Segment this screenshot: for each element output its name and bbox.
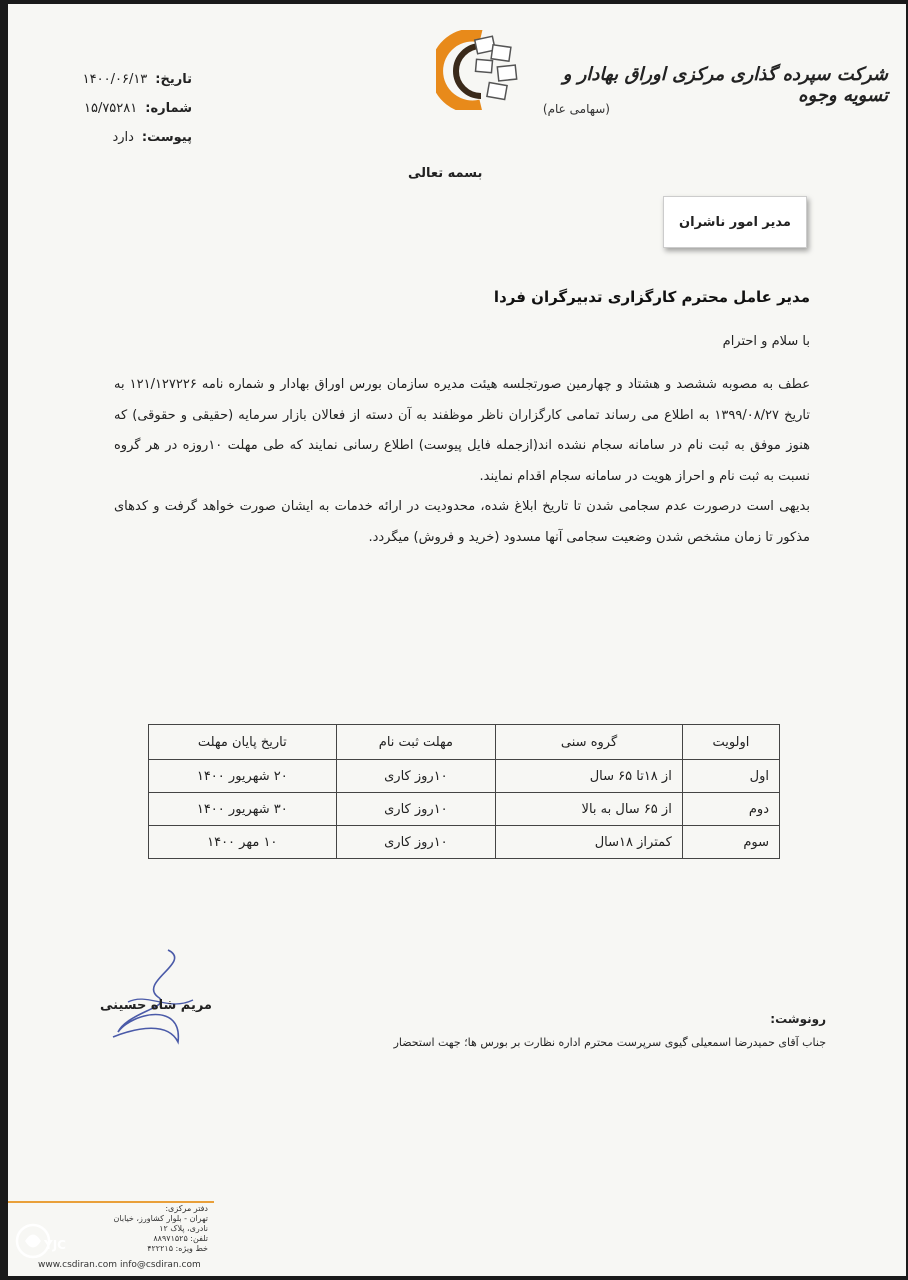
number-row <box>42 101 192 130</box>
office-phone: تلفن: ۸۸۹۷۱۵۲۵ <box>153 1234 208 1243</box>
body-paragraph-2: بدیهی است درصورت عدم سجامی شدن تا تاریخ ابلاغ شده، محدودیت در ارائه خدمات به ایشان صورت خواهد گرفت و کدهای مذکور تا زمان مشخص شدن وضعیت سجامی آنها مسدود (خرید و فروش) میگردد. <box>114 499 810 545</box>
cell-registration-period: ۱۰روز کاری <box>336 760 496 793</box>
office-postal: خط ویژه: ۴۲۲۲۱۵ <box>147 1244 208 1253</box>
company-logo <box>436 30 526 110</box>
header-registration-period: مهلت ثبت نام <box>336 725 496 760</box>
addressee: مدیر عامل محترم کارگزاری تدبیرگران فردا <box>493 288 810 306</box>
table-row <box>149 826 780 859</box>
table-header-row <box>149 725 780 760</box>
header-deadline-date: تاریخ پایان مهلت <box>149 725 337 760</box>
footer-accent-bar <box>8 1201 214 1203</box>
recipient-box: مدیر امور ناشران <box>663 196 807 248</box>
cell-priority: اول <box>682 760 779 793</box>
cell-age-group: از ۶۵ سال به بالا <box>496 793 683 826</box>
header-age-group: گروه سنی <box>496 725 683 760</box>
letter-body <box>114 370 810 553</box>
yjc-watermark-text: YJC <box>44 1238 66 1252</box>
header-priority: اولویت <box>682 725 779 760</box>
attachment-value: دارد <box>112 130 134 145</box>
cell-deadline-date: ۲۰ شهریور ۱۴۰۰ <box>149 760 337 793</box>
signatory-name: مریم شاه حسینی <box>100 998 212 1013</box>
date-label: تاریخ: <box>155 72 192 87</box>
cc-label: رونوشت: <box>770 1012 826 1026</box>
number-value: ۱۵/۷۵۲۸۱ <box>83 101 138 116</box>
office-address: تهران - بلوار کشاورز، خیابان نادری، پلاک ۱۲ <box>113 1214 208 1233</box>
cc-text: جناب آقای حمیدرضا اسمعیلی گیوی سرپرست محترم اداره نظارت بر بورس ها؛ جهت استحضار <box>393 1036 826 1049</box>
letter-page <box>8 4 906 1276</box>
number-label: شماره: <box>145 101 192 116</box>
bismillah: بسمه تعالی <box>408 166 483 181</box>
date-value: ۱۴۰۰/۰۶/۱۳ <box>82 72 148 87</box>
date-row <box>42 72 192 101</box>
table-row <box>149 793 780 826</box>
greeting: با سلام و احترام <box>722 334 810 349</box>
attachment-row <box>42 130 192 159</box>
body-paragraph-1: عطف به مصوبه ششصد و هشتاد و چهارمین صورتجلسه هیئت مدیره سازمان بورس اوراق بهادار و شماره نامه ۱۲۱/۱۲۷۲۲۶ به تاریخ ۱۳۹۹/۰۸/۲۷ به اطلاع می رساند تمامی کارگزاران ناظر موظفند به آن دسته از فعالان بازار سرمایه (حقیقی و حقوقی) که هنوز موفق به ثبت نام در سامانه سجام نشده اند(ازجمله فایل پیوست) اطلاع رسانی نمایند که طی مهلت ۱۰روزه در هر گروه نسبت به ثبت نام و احراز هویت در سامانه سجام اقدام نمایند. <box>114 377 810 484</box>
deadline-table <box>148 724 780 859</box>
letter-meta <box>42 72 192 159</box>
cell-deadline-date: ۳۰ شهریور ۱۴۰۰ <box>149 793 337 826</box>
office-label: دفتر مرکزی: <box>165 1204 208 1213</box>
footer-email: info@csdiran.com <box>120 1260 201 1270</box>
cell-priority: دوم <box>682 793 779 826</box>
attachment-label: پیوست: <box>141 130 192 145</box>
table-row <box>149 760 780 793</box>
cell-age-group: از ۱۸تا ۶۵ سال <box>496 760 683 793</box>
cell-registration-period: ۱۰روز کاری <box>336 826 496 859</box>
company-type: (سهامی عام) <box>542 102 610 116</box>
cell-registration-period: ۱۰روز کاری <box>336 793 496 826</box>
handwritten-signature <box>98 942 208 1052</box>
cell-deadline-date: ۱۰ مهر ۱۴۰۰ <box>149 826 337 859</box>
footer-address <box>108 1204 208 1254</box>
footer-website: www.csdiran.com <box>38 1260 117 1270</box>
cell-priority: سوم <box>682 826 779 859</box>
cell-age-group: کمتراز ۱۸سال <box>496 826 683 859</box>
company-name: شرکت سپرده گذاری مرکزی اوراق بهادار و تسویه وجوه <box>562 64 888 106</box>
